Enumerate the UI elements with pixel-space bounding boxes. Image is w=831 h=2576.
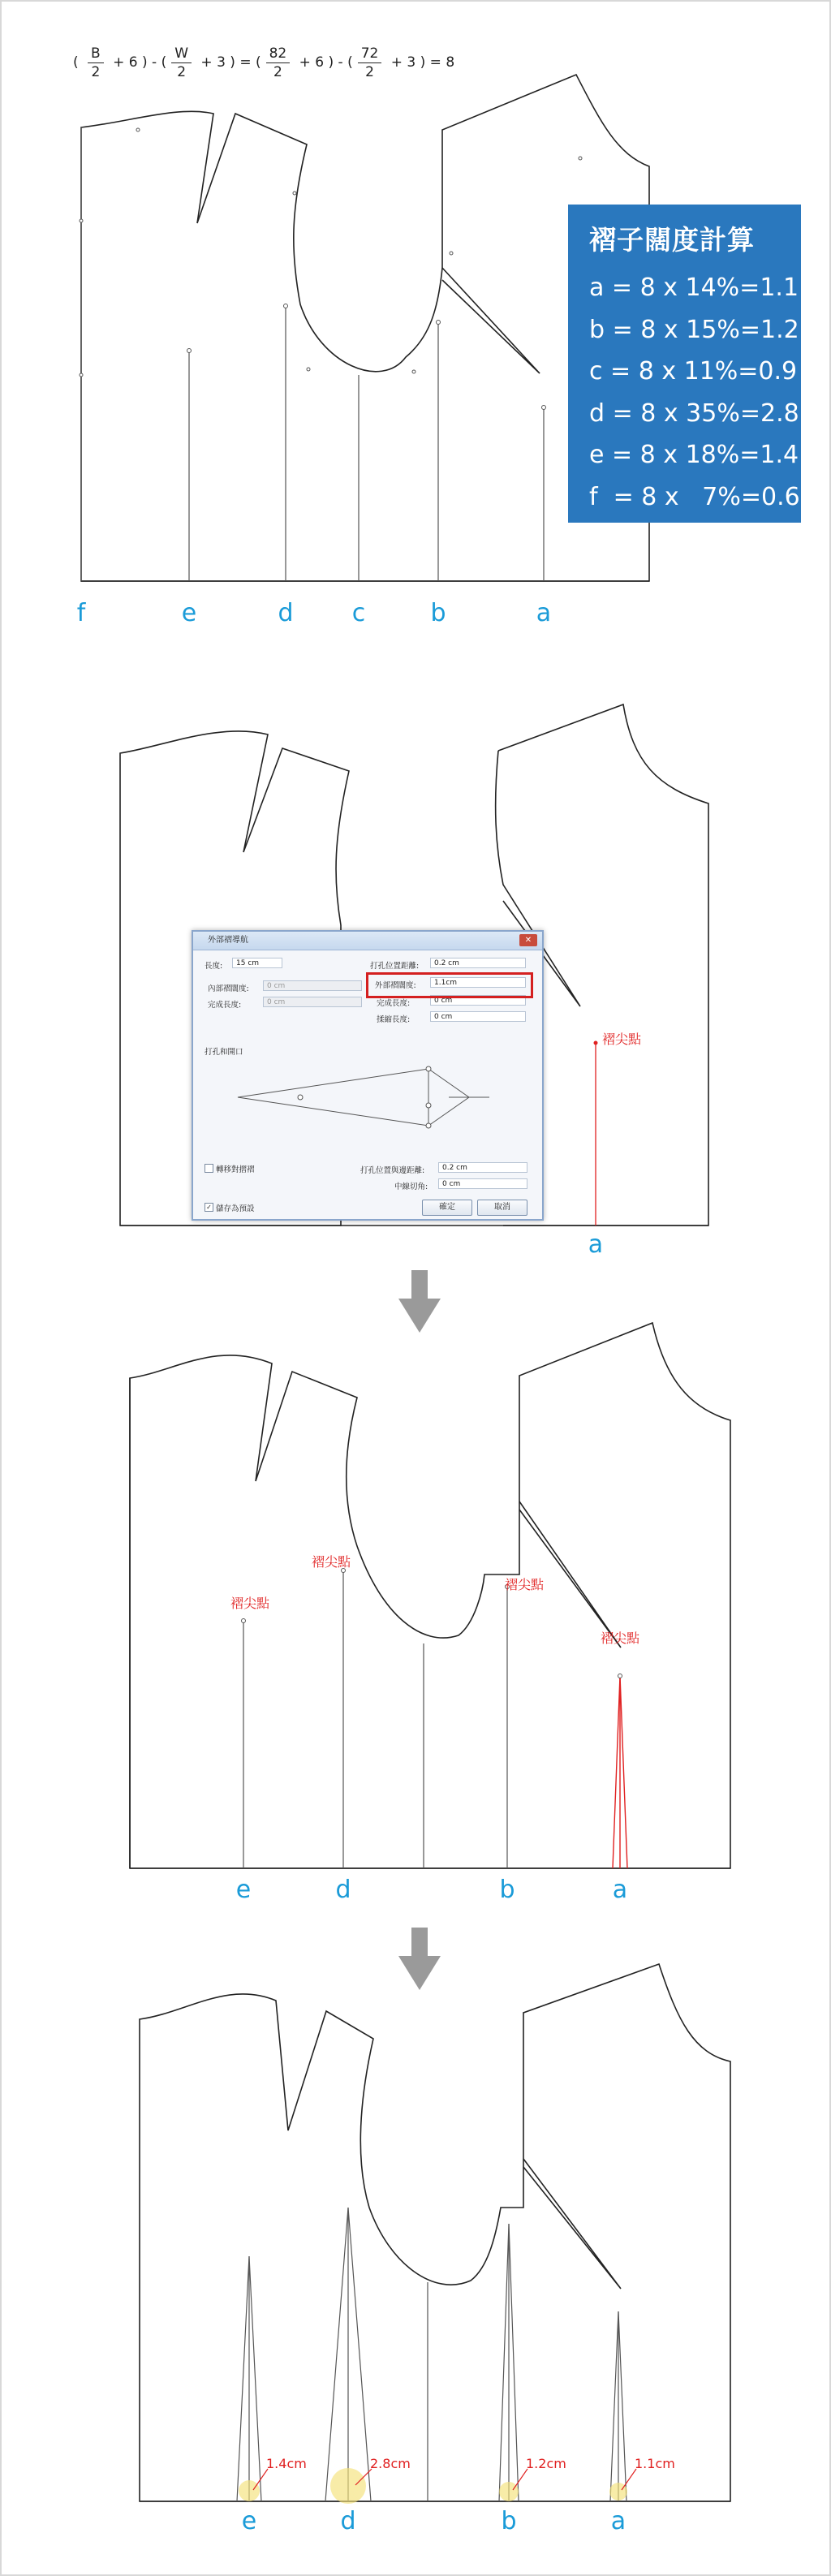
mid-cut-field[interactable]: 0 cm	[438, 1178, 527, 1189]
label-c: c	[351, 599, 366, 627]
punch-edge-field[interactable]: 0.2 cm	[438, 1162, 527, 1173]
dart-point-label: 褶尖點	[601, 1630, 640, 1646]
label-e: e	[235, 1876, 252, 1904]
dart-point-label: 褶尖點	[602, 1032, 642, 1047]
save-default-label: 儲存為預設	[216, 1204, 255, 1213]
panel-1-dart-lines	[81, 127, 544, 581]
dialog-title: 外部褶導航	[193, 932, 542, 950]
label-d: d	[340, 2507, 356, 2535]
finish-length-label: 完成長度:	[377, 999, 411, 1008]
length-field[interactable]: 15 cm	[232, 958, 282, 968]
dart-width-row: c = 8 x 11%=0.9	[589, 357, 798, 386]
symmetric-label: 轉移對摺褶	[216, 1165, 255, 1174]
inner-width-field[interactable]: 0 cm	[263, 980, 362, 991]
label-b: b	[499, 1876, 515, 1904]
outer-width-field[interactable]: 1.1cm	[430, 977, 526, 988]
dart-preview	[234, 1057, 510, 1146]
panel-3-dart-a	[613, 1676, 627, 1868]
outer-dart-dialog	[192, 930, 544, 1221]
punch-distance-label: 打孔位置距離:	[370, 962, 420, 971]
ease-length-field[interactable]: 0 cm	[430, 1011, 526, 1022]
fraction-b: $\frac{B}{2}$	[88, 45, 104, 81]
dart-width-title: 褶子闊度計算	[589, 224, 755, 256]
dart-width-table	[568, 205, 801, 523]
fraction-82: $\frac{82}{2}$	[266, 45, 291, 81]
dart-width-row: e = 8 x 18%=1.4	[589, 441, 799, 469]
label-a: a	[536, 599, 552, 627]
label-f: f	[76, 599, 86, 627]
label-e: e	[181, 599, 197, 627]
label-a: a	[610, 2507, 626, 2535]
dart-width-row: a = 8 x 14%=1.1	[589, 274, 799, 302]
panel-3-points	[242, 1569, 622, 1678]
panel-3-dart-lines	[243, 1570, 507, 1868]
punch-edge-label: 打孔位置與邊距離:	[360, 1166, 425, 1175]
dart-point-label: 褶尖點	[312, 1554, 351, 1570]
dart-formula: ( $\frac{B}{2}$ + 6 ) - ( $\frac{W}{2}$ + 3 ) = ( $\frac{82}{2}$ + 6 ) - ( $\frac{72}{2}$ + 3 ) = 8	[73, 45, 455, 80]
label-d: d	[335, 1876, 351, 1904]
inner-finish-label: 完成長度:	[208, 1001, 242, 1010]
label-b: b	[501, 2507, 517, 2535]
width-label-d: 2.8cm	[370, 2456, 411, 2471]
down-arrows	[398, 1270, 441, 1990]
fraction-w: $\frac{W}{2}$	[171, 45, 192, 81]
panel-3-pattern	[130, 1323, 730, 1868]
punch-distance-field[interactable]: 0.2 cm	[430, 958, 526, 968]
dialog-close-button[interactable]: ✕	[519, 934, 537, 946]
label-a: a	[612, 1876, 628, 1904]
width-label-a: 1.1cm	[635, 2456, 675, 2471]
outer-width-label: 外部褶闊度:	[375, 981, 416, 990]
panel-1-pattern	[81, 75, 649, 581]
panel-1-points	[80, 128, 582, 410]
panel-4-pattern	[140, 1964, 730, 2501]
label-a: a	[588, 1230, 604, 1259]
save-default-checkbox[interactable]: ✓	[205, 1203, 213, 1212]
inner-width-label: 內部褶闊度:	[208, 984, 249, 993]
mid-cut-label: 中線切角:	[394, 1182, 428, 1191]
symmetric-checkbox[interactable]	[205, 1164, 213, 1173]
length-label: 長度:	[205, 962, 223, 971]
label-d: d	[278, 599, 294, 627]
punch-section-label: 打孔和開口	[205, 1048, 243, 1057]
dart-point-label: 褶尖點	[230, 1596, 270, 1611]
label-b: b	[430, 599, 446, 627]
outer-width-highlight	[366, 972, 533, 998]
label-e: e	[241, 2507, 257, 2535]
dart-point-label: 褶尖點	[505, 1577, 545, 1592]
panel-4-highlights	[239, 2468, 627, 2504]
dialog-body	[193, 951, 542, 1219]
dart-width-row: f = 8 x 7%=0.6	[589, 482, 800, 511]
dart-width-row: d = 8 x 35%=2.8	[589, 398, 799, 428]
inner-finish-field[interactable]: 0 cm	[263, 997, 362, 1007]
panel-2-dart-point	[594, 1041, 598, 1045]
ease-length-label: 揉縮長度:	[377, 1015, 411, 1024]
width-label-b: 1.2cm	[526, 2456, 566, 2471]
ok-button[interactable]: 確定	[422, 1200, 472, 1216]
width-label-e: 1.4cm	[266, 2456, 307, 2471]
cancel-button[interactable]: 取消	[477, 1200, 527, 1216]
panel-4-leaders	[253, 2469, 636, 2490]
dart-width-row: b = 8 x 15%=1.2	[589, 315, 799, 344]
fraction-72: $\frac{72}{2}$	[358, 45, 382, 81]
finish-length-field[interactable]: 0 cm	[430, 995, 526, 1006]
